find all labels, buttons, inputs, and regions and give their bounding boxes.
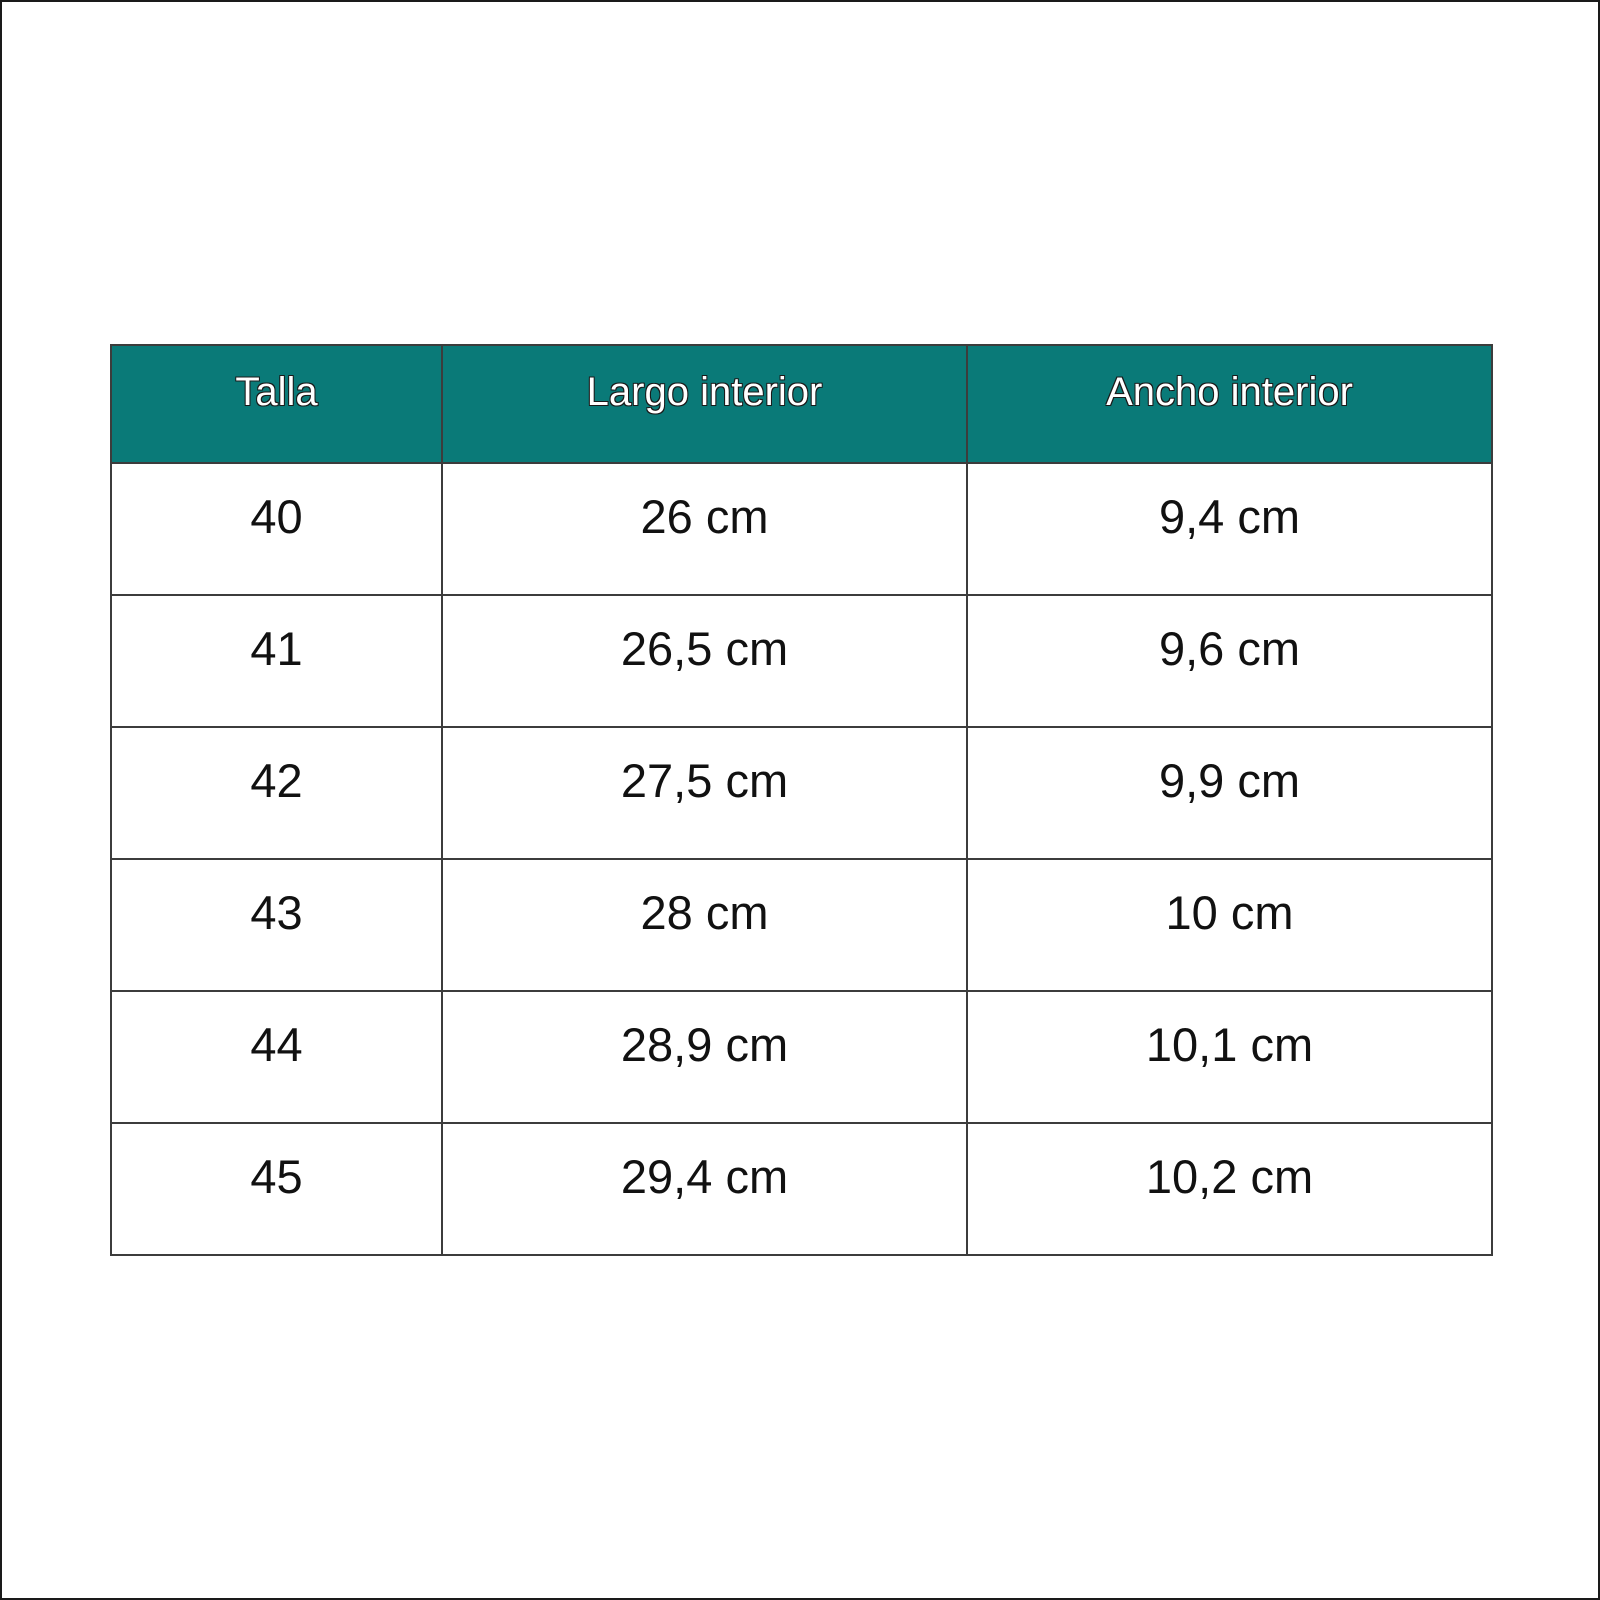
- cell-ancho: 9,4 cm: [967, 463, 1492, 595]
- cell-largo: 26,5 cm: [442, 595, 967, 727]
- cell-largo: 26 cm: [442, 463, 967, 595]
- table-row: [111, 463, 1492, 595]
- size-chart-table: [110, 344, 1493, 1256]
- header-largo-interior: Largo interior: [442, 345, 967, 463]
- table-row: [111, 859, 1492, 991]
- cell-talla: 41: [111, 595, 442, 727]
- header-ancho-interior: Ancho interior: [967, 345, 1492, 463]
- header-talla: Talla: [111, 345, 442, 463]
- table-header: [111, 345, 1492, 463]
- cell-ancho: 10 cm: [967, 859, 1492, 991]
- cell-ancho: 10,2 cm: [967, 1123, 1492, 1255]
- cell-talla: 43: [111, 859, 442, 991]
- table-row: [111, 991, 1492, 1123]
- cell-ancho: 9,6 cm: [967, 595, 1492, 727]
- cell-talla: 44: [111, 991, 442, 1123]
- cell-talla: 40: [111, 463, 442, 595]
- table-row: [111, 1123, 1492, 1255]
- cell-ancho: 9,9 cm: [967, 727, 1492, 859]
- table-body: [111, 463, 1492, 1255]
- cell-largo: 28,9 cm: [442, 991, 967, 1123]
- table-row: [111, 595, 1492, 727]
- table-row: [111, 727, 1492, 859]
- cell-largo: 28 cm: [442, 859, 967, 991]
- cell-talla: 42: [111, 727, 442, 859]
- cell-largo: 29,4 cm: [442, 1123, 967, 1255]
- header-row: [111, 345, 1492, 463]
- cell-ancho: 10,1 cm: [967, 991, 1492, 1123]
- cell-talla: 45: [111, 1123, 442, 1255]
- cell-largo: 27,5 cm: [442, 727, 967, 859]
